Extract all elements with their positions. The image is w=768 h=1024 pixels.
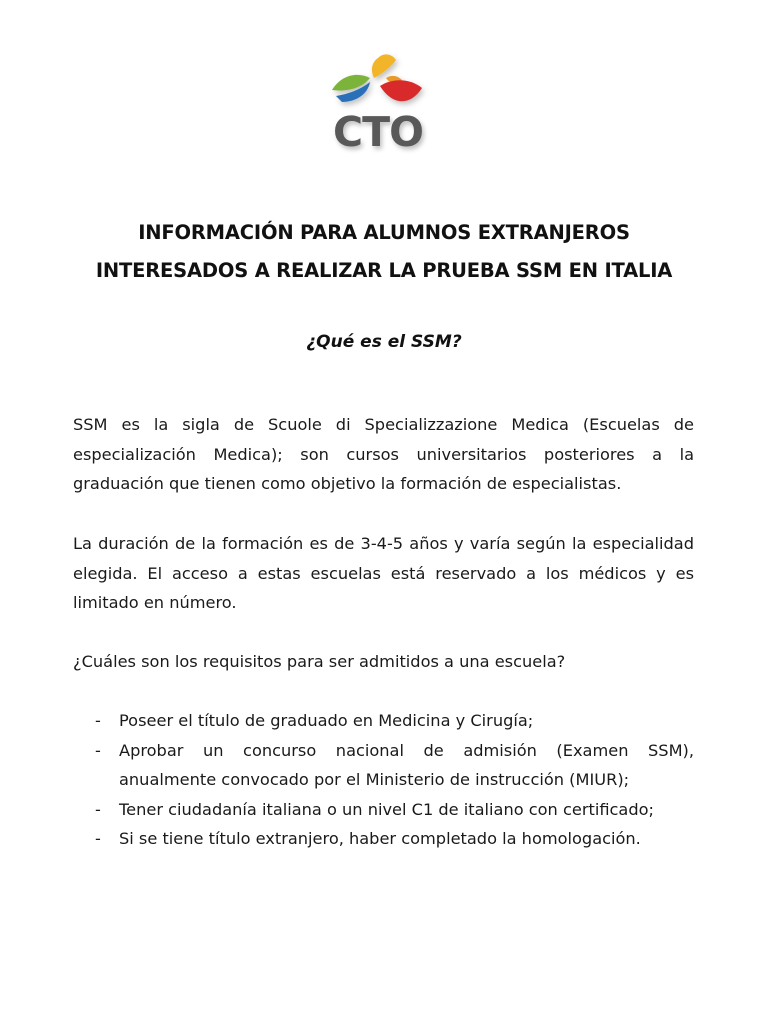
paragraph-duration: La duración de la formación es de 3-4-5 años y varía según la especialidad elegida. El acceso a estas escuelas está reservado a los médicos y es limitado en número.	[73, 534, 694, 613]
paragraph-ssm-definition: SSM es la sigla de Scuole di Specializzazione Medica (Escuelas de especialización Medica); son cursos universitarios posteriores a la graduación que tienen como objetivo la formación de especialistas.	[73, 415, 694, 494]
document-title	[40, 214, 728, 290]
list-item	[73, 706, 694, 736]
bullet-dash: -	[95, 829, 101, 849]
requirement-text: Si se tiene título extranjero, haber completado la homologación.	[119, 829, 641, 849]
requirements-list	[73, 706, 694, 854]
cto-logo	[318, 48, 448, 178]
bullet-dash: -	[95, 799, 101, 819]
title-line-2: INTERESADOS A REALIZAR LA PRUEBA SSM EN ITALIA	[95, 259, 673, 282]
list-item	[73, 736, 694, 795]
bullet-dash: -	[95, 711, 101, 730]
list-item	[73, 795, 694, 825]
logo-wordmark: CTO	[333, 108, 423, 156]
title-line-1: INFORMACIÓN PARA ALUMNOS EXTRANJEROS	[138, 221, 630, 244]
bullet-dash: -	[95, 740, 101, 760]
requirement-text: Aprobar un concurso nacional de admisión (Examen SSM), anualmente convocado por el Ministerio de instrucción (MIUR);	[119, 740, 694, 790]
requirement-text: Tener ciudadanía italiana o un nivel C1 de italiano con certificado;	[119, 799, 654, 819]
section-subtitle: ¿Qué es el SSM?	[306, 332, 462, 352]
requirement-text: Poseer el título de graduado en Medicina y Cirugía;	[119, 711, 534, 730]
requirements-question: ¿Cuáles son los requisitos para ser admitidos a una escuela?	[73, 652, 566, 671]
list-item	[73, 824, 694, 854]
